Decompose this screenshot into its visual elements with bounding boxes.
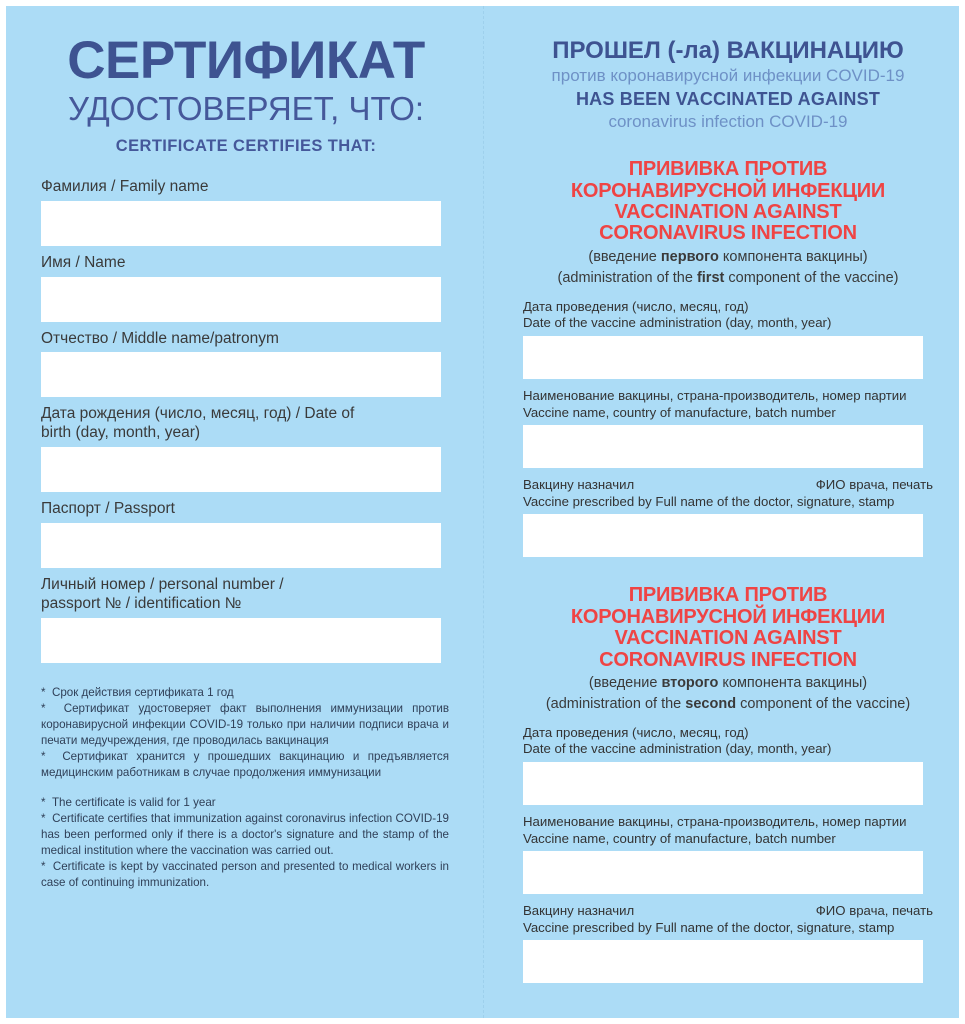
right-column (523, 6, 933, 992)
field-date-of-birth (41, 405, 451, 492)
dose-fields (523, 725, 933, 984)
page-subtitle-english: CERTIFICATE CERTIFIES THAT: (115, 136, 377, 155)
field-vaccine-details (523, 814, 933, 894)
doctor-signature-input[interactable] (523, 940, 923, 983)
personal-details-form (41, 178, 451, 663)
dose-note-en-emphasis: second (685, 696, 737, 713)
vaccination-subheader-english: coronavirus infection COVID-19 (608, 111, 848, 131)
field-label-russian: Дата проведения (число, месяц, год) (523, 724, 749, 740)
dose-note-ru-pre: (введение (588, 674, 662, 691)
footnote-item: * Срок действия сертификата 1 год (41, 685, 449, 701)
field-label-russian (523, 477, 933, 494)
field-label: Отчество / Middle name/patronym (41, 329, 279, 347)
dose-note-en-post: component of the vaccine) (736, 696, 911, 713)
dose-heading-ru-line2: КОРОНАВИРУСНОЙ ИНФЕКЦИИ (570, 605, 886, 628)
dose-note-ru-post: компонента вакцины) (718, 248, 868, 265)
footnotes-russian (41, 685, 449, 781)
vaccine-details-input[interactable] (523, 851, 923, 894)
family-name-input[interactable] (41, 201, 441, 246)
field-label-ru-left: Вакцину назначил (523, 903, 635, 919)
field-label-ru-right: ФИО врача, печать (815, 903, 933, 919)
footnote-item: * Сертификат удостоверяет факт выполнения иммунизации против коронавирусной инфекции COVID-19 только при наличии подписи врача и печати медучреждения, где проводилась вакцинация (41, 701, 449, 749)
footnote-item: * Сертификат хранится у прошедших вакцинацию и предъявляется медицинским работникам в случае продолжения иммунизации (41, 749, 449, 781)
field-middle-name (41, 330, 451, 398)
dose-heading (523, 585, 933, 671)
passport-input[interactable] (41, 523, 441, 568)
field-label-russian: Дата проведения (число, месяц, год) (523, 298, 749, 314)
dose-heading (523, 159, 933, 245)
personal-number-input[interactable] (41, 618, 441, 663)
field-label: Фамилия / Family name (41, 177, 209, 195)
dose-note-english (523, 696, 933, 713)
dose-note-ru-pre: (введение (588, 248, 661, 265)
field-label-english: Vaccine prescribed by Full name of the doctor, signature, stamp (523, 493, 895, 509)
field-passport (41, 500, 451, 568)
dose-section-first (523, 159, 933, 557)
field-doctor (523, 903, 933, 983)
date-of-birth-input[interactable] (41, 447, 441, 492)
field-doctor (523, 477, 933, 557)
field-label (41, 576, 451, 614)
field-label-russian: Наименование вакцины, страна-производитель, номер партии (523, 387, 907, 403)
middle-name-input[interactable] (41, 352, 441, 397)
footnote-item: * Certificate certifies that immunization against coronavirus infection COVID-19 has been performed only if there is a doctor's signature and the stamp of the medical institution where the vaccination was carried out. (41, 811, 449, 859)
field-label-english: Vaccine name, country of manufacture, batch number (523, 404, 836, 420)
vaccination-header-russian: ПРОШЕЛ (-ла) ВАКЦИНАЦИЮ (552, 37, 904, 64)
page-subtitle: УДОСТОВЕРЯЕТ, ЧТО: (67, 90, 425, 128)
left-column (41, 6, 451, 905)
dose-note-en-emphasis: first (696, 270, 725, 287)
dose-heading-en-line1: VACCINATION AGAINST (614, 201, 842, 224)
footnote-item: * Certificate is kept by vaccinated person and presented to medical workers in case of continuing immunization. (41, 859, 449, 891)
field-label-english: Date of the vaccine administration (day, month, year) (523, 741, 832, 757)
field-label-english: Vaccine name, country of manufacture, batch number (523, 830, 836, 846)
page-title: СЕРТИФИКАТ (67, 31, 425, 90)
name-input[interactable] (41, 277, 441, 322)
certificate-page (6, 6, 959, 1018)
field-label-russian (523, 903, 933, 920)
dose-heading-en-line1: VACCINATION AGAINST (614, 627, 842, 650)
dose-note-russian (523, 249, 933, 266)
dose-note-en-pre: (administration of the (557, 270, 697, 287)
field-label: Имя / Name (41, 253, 126, 271)
dose-heading-en-line2: CORONAVIRUS INFECTION (599, 222, 857, 245)
field-label-line1: Дата рождения (число, месяц, год) / Date of (41, 405, 355, 423)
field-vaccine-details (523, 388, 933, 468)
vaccination-subheader-russian: против коронавирусной инфекции COVID-19 (551, 66, 905, 86)
field-label (41, 405, 451, 443)
doctor-signature-input[interactable] (523, 514, 923, 557)
dose-heading-ru-line1: ПРИВИВКА ПРОТИВ (628, 158, 828, 181)
footnotes-english (41, 795, 449, 891)
field-personal-number (41, 576, 451, 663)
field-label-line1: Личный номер / personal number / (41, 576, 284, 594)
field-label-ru-right: ФИО врача, печать (815, 477, 933, 493)
dose-heading-ru-line2: КОРОНАВИРУСНОЙ ИНФЕКЦИИ (570, 179, 886, 202)
field-label-english: Vaccine prescribed by Full name of the doctor, signature, stamp (523, 919, 895, 935)
field-vaccination-date (523, 725, 933, 805)
field-label-line2: birth (day, month, year) (41, 424, 201, 442)
dose-heading-ru-line1: ПРИВИВКА ПРОТИВ (628, 584, 828, 607)
field-name (41, 254, 451, 322)
vaccination-header-english: HAS BEEN VACCINATED AGAINST (575, 88, 881, 109)
vaccination-date-input[interactable] (523, 336, 923, 379)
vaccination-date-input[interactable] (523, 762, 923, 805)
dose-fields (523, 299, 933, 558)
footnote-item: * The certificate is valid for 1 year (41, 795, 449, 811)
dose-note-ru-emphasis: второго (661, 674, 719, 691)
field-label-russian: Наименование вакцины, страна-производитель, номер партии (523, 813, 907, 829)
field-label-ru-left: Вакцину назначил (523, 477, 635, 493)
dose-heading-en-line2: CORONAVIRUS INFECTION (599, 648, 857, 671)
dose-note-ru-emphasis: первого (660, 248, 719, 265)
dose-note-english (523, 270, 933, 287)
footnotes (41, 685, 449, 891)
field-family-name (41, 178, 451, 246)
dose-note-ru-post: компонента вакцины) (718, 674, 868, 691)
field-label-line2: passport № / identification № (41, 595, 242, 613)
dose-note-russian (523, 675, 933, 692)
dose-section-second (523, 585, 933, 983)
field-label: Паспорт / Passport (41, 500, 175, 518)
field-label-english: Date of the vaccine administration (day, month, year) (523, 315, 832, 331)
vaccine-details-input[interactable] (523, 425, 923, 468)
dose-note-en-post: component of the vaccine) (724, 270, 899, 287)
dose-note-en-pre: (administration of the (545, 696, 686, 713)
field-vaccination-date (523, 299, 933, 379)
fold-divider (483, 6, 484, 1018)
